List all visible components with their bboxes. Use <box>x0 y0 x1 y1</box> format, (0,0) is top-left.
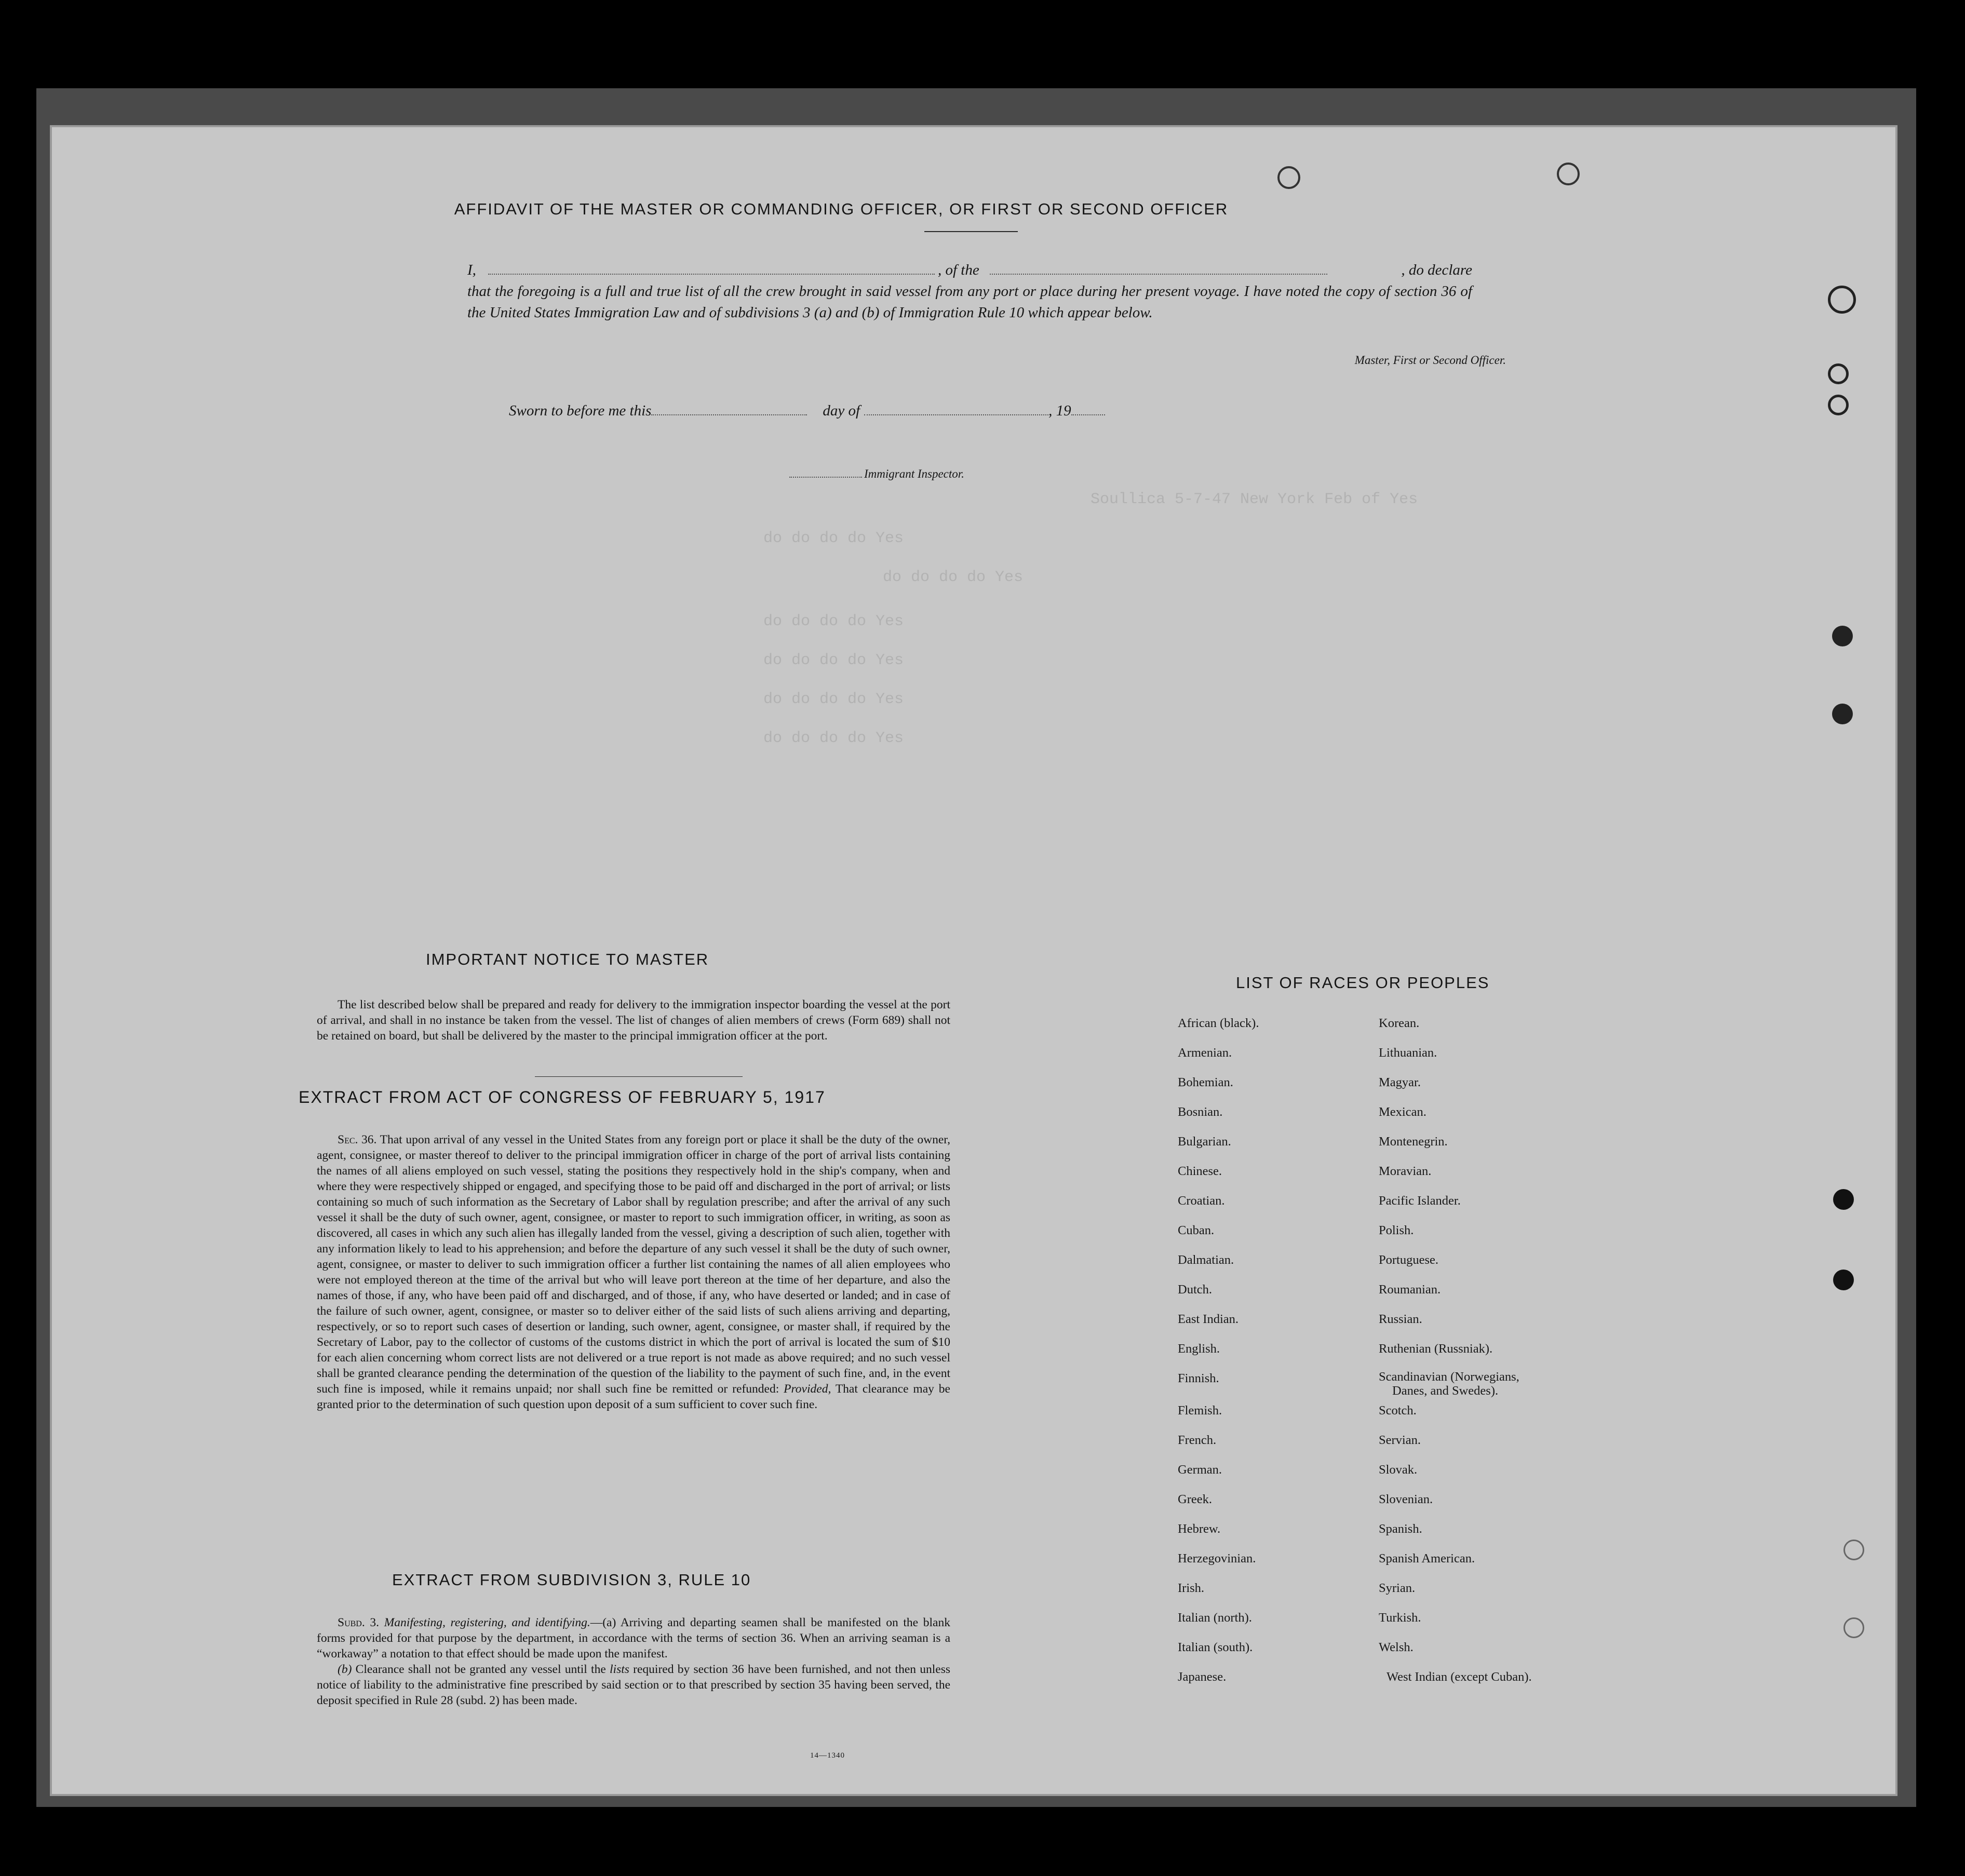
race-item: East Indian. <box>1178 1312 1239 1326</box>
inspector-caption: Immigrant Inspector. <box>864 467 964 480</box>
race-item: Korean. <box>1379 1016 1420 1030</box>
rule-extract-title: EXTRACT FROM SUBDIVISION 3, RULE 10 <box>392 1571 751 1589</box>
of-the-label: , of the <box>938 262 979 278</box>
race-item: Scotch. <box>1379 1403 1417 1418</box>
race-item: Spanish. <box>1379 1522 1422 1536</box>
proviso-text: That clearance may be granted prior to the determination of such question upon deposit of a sum sufficient to cover such fine. <box>317 1382 950 1411</box>
punch-hole-icon <box>1843 1617 1864 1638</box>
race-item: Magyar. <box>1379 1075 1421 1089</box>
notice-body <box>317 997 950 1044</box>
bleed-through-line: do do do do Yes <box>763 530 904 547</box>
punch-hole-icon <box>1828 395 1849 415</box>
year-label: , 19 <box>1048 402 1071 419</box>
race-item: Italian (south). <box>1178 1640 1253 1654</box>
race-item: Armenian. <box>1178 1046 1232 1060</box>
sworn-label: Sworn to before me this <box>509 402 652 419</box>
punch-hole-icon <box>1832 704 1853 724</box>
signature-caption: Master, First or Second Officer. <box>1354 354 1506 367</box>
act-extract-title: EXTRACT FROM ACT OF CONGRESS OF FEBRUARY 5, 1917 <box>299 1088 826 1106</box>
race-item: Moravian. <box>1379 1164 1432 1178</box>
bleed-through-line: do do do do Yes <box>763 652 904 669</box>
race-item: Pacific Islander. <box>1379 1194 1461 1208</box>
vessel-name-field[interactable] <box>990 274 1327 275</box>
section-divider <box>535 1076 743 1077</box>
notice-title: IMPORTANT NOTICE TO MASTER <box>426 950 709 968</box>
paragraph-a <box>317 1615 950 1662</box>
race-item: Croatian. <box>1178 1194 1225 1208</box>
proviso-label: Provided, <box>784 1382 831 1396</box>
race-item: Greek. <box>1178 1492 1212 1506</box>
race-item: Russian. <box>1379 1312 1422 1326</box>
race-item: Bohemian. <box>1178 1075 1233 1089</box>
punch-hole-icon <box>1277 166 1300 189</box>
race-item: Welsh. <box>1379 1640 1414 1654</box>
notice-paragraph: The list described below shall be prepared and ready for delivery to the immigration inspector boarding the vessel at the port of arrival, and shall in no instance be taken from the vessel. The list of changes of alien members of crews (Form 689) shall not be retained on board, but shall be delivered by the master to the principal immigration officer at the port. <box>317 998 950 1043</box>
paragraph-b <box>317 1662 950 1708</box>
day-of-label: day of <box>823 402 860 419</box>
race-item: African (black). <box>1178 1016 1259 1030</box>
punch-hole-icon <box>1828 286 1856 314</box>
i-label: I, <box>467 262 476 278</box>
race-item: Bosnian. <box>1178 1105 1223 1119</box>
races-title: LIST OF RACES OR PEOPLES <box>1236 974 1490 992</box>
subd-label: Subd. 3. <box>338 1616 380 1629</box>
punch-hole-icon <box>1843 1540 1864 1560</box>
bleed-through-line: do do do do Yes <box>763 730 904 747</box>
sworn-month-field[interactable] <box>864 414 1048 415</box>
para-b-lists: lists <box>610 1663 629 1676</box>
race-item: Montenegrin. <box>1379 1135 1448 1149</box>
act-extract-body <box>317 1132 950 1412</box>
race-item: Dalmatian. <box>1178 1253 1234 1267</box>
race-item: Italian (north). <box>1178 1611 1252 1625</box>
race-item: Dutch. <box>1178 1283 1212 1297</box>
race-item: West Indian (except Cuban). <box>1387 1670 1532 1684</box>
race-item: Syrian. <box>1379 1581 1416 1595</box>
para-a-prefix: —(a) <box>590 1616 616 1629</box>
race-item: Slovenian. <box>1379 1492 1433 1506</box>
race-item: Portuguese. <box>1379 1253 1438 1267</box>
para-b-text-2: required by section 36 have been furnished, and not then unless notice of liability to the administrative fine prescribed by said section or to that prescribed by section 35 having been served, the deposit specified in Rule 28 (subd. 2) has been made. <box>317 1663 951 1707</box>
sworn-day-field[interactable] <box>651 414 807 415</box>
punch-hole-icon <box>1832 626 1853 646</box>
race-item: Herzegovinian. <box>1178 1551 1256 1565</box>
race-item: Spanish American. <box>1379 1551 1475 1565</box>
affidavit-declaration <box>467 260 1472 323</box>
declaration-body: that the foregoing is a full and true list of all the crew brought in said vessel from any port or place during her present voyage. I have noted the copy of section 36 of the United States Immigration Law and of subdivisions 3 (a) and (b) of Immigration Rule 10 which appear below. <box>467 283 1472 321</box>
affidavit-title: AFFIDAVIT OF THE MASTER OR COMMANDING OFFICER, OR FIRST OR SECOND OFFICER <box>454 200 1229 218</box>
punch-hole-icon <box>1828 363 1849 384</box>
race-item: Bulgarian. <box>1178 1135 1231 1149</box>
para-b-text-1: Clearance shall not be granted any vessel until the <box>355 1663 606 1676</box>
bleed-through-line: do do do do Yes <box>883 569 1024 586</box>
bleed-through-line: do do do do Yes <box>763 613 904 630</box>
race-item: Roumanian. <box>1379 1283 1441 1297</box>
inspector-line <box>789 467 964 481</box>
race-item: Servian. <box>1379 1433 1421 1447</box>
race-item: Scandinavian (Norwegians, <box>1379 1370 1519 1384</box>
race-item: Cuban. <box>1178 1223 1215 1237</box>
bleed-through-line: Soullica 5-7-47 New York Feb of Yes <box>1091 491 1418 508</box>
section-36-paragraph <box>317 1132 950 1412</box>
sworn-line <box>509 402 1105 420</box>
section-label: Sec. 36. <box>338 1133 377 1146</box>
race-item: Hebrew. <box>1178 1522 1221 1536</box>
rule-extract-body <box>317 1615 950 1708</box>
para-a-text: Arriving and departing seamen shall be manifested on the blank forms provided for that purpose by the department, in accordance with the terms of section 36. When an arriving seaman is a “workaway” a notation to that effect should be made upon the manifest. <box>317 1616 950 1661</box>
race-item: German. <box>1178 1463 1222 1477</box>
race-item: Ruthenian (Russniak). <box>1379 1342 1493 1356</box>
race-item: Slovak. <box>1379 1463 1418 1477</box>
race-item: Finnish. <box>1178 1371 1219 1385</box>
punch-hole-icon <box>1833 1189 1854 1210</box>
punch-hole-icon <box>1833 1270 1854 1290</box>
race-item: Lithuanian. <box>1379 1046 1437 1060</box>
race-item: Irish. <box>1178 1581 1205 1595</box>
bleed-through-line: do do do do Yes <box>763 691 904 708</box>
para-b-label: (b) <box>338 1663 352 1676</box>
race-item: Chinese. <box>1178 1164 1222 1178</box>
race-item: Turkish. <box>1379 1611 1421 1625</box>
subd-heading: Manifesting, registering, and identifying. <box>384 1616 590 1629</box>
sworn-year-field[interactable] <box>1071 414 1105 415</box>
manifest-page <box>52 127 1895 1794</box>
section-36-text: That upon arrival of any vessel in the United States from any foreign port or place it shall be the duty of the owner, agent, consignee, or master thereof to deliver to the principal immigration officer in charge of the port of arrival lists containing the names of all aliens employed on such vessel, stating the positions they respectively hold in the ship's company, when and where they were respectively shipped or engaged, and specifying those to be paid off and discharged in the port of arrival; or lists containing so much of such information as the Secretary of Labor shall by regulation prescribe; and after the arrival of any such vessel it shall be the duty of such owner, agent, consignee, or master to report to such immigration officer, in writing, as soon as discovered, all cases in which any such alien has illegally landed from the vessel, giving a description of such alien, together with any information likely to lead to his apprehension; and before the departure of any such vessel it shall be the duty of such owner, agent, consignee, or master to deliver to such immigration officer a further list containing the names of all alien employees who were not employed thereon at the time of the arrival but who will leave port thereon at the time of her departure, and also the names of those, if any, who have been paid off and discharged, and of those, if any, who have deserted or landed; and in case of the failure of such owner, agent, consignee, or master so to deliver either of the said lists of such aliens arriving and departing, respectively, or so to report such cases of desertion or landing, such owner, agent, consignee, or master shall, if required by the Secretary of Labor, pay to the collector of customs of the customs district in which the port of arrival is located the sum of $10 for each alien concerning whom correct lists are not delivered or a true report is not made as above required; and no such vessel shall be granted clearance pending the determination of the question of the liability to the payment of such fine, and, in the event such fine is imposed, while it remains unpaid; nor shall such fine be remitted or refunded: <box>317 1133 951 1396</box>
race-item: Japanese. <box>1178 1670 1227 1684</box>
officer-name-field[interactable] <box>488 274 935 275</box>
race-item: English. <box>1178 1342 1220 1356</box>
title-divider <box>924 231 1018 232</box>
race-item: Mexican. <box>1379 1105 1426 1119</box>
race-item: Polish. <box>1379 1223 1414 1237</box>
race-item: Flemish. <box>1178 1403 1222 1418</box>
form-number: 14—1340 <box>810 1751 845 1760</box>
inspector-signature-field[interactable] <box>789 477 862 478</box>
race-item-continuation: Danes, and Swedes). <box>1392 1384 1499 1398</box>
declare-label: , do declare <box>1401 262 1472 278</box>
declaration-first-line <box>467 260 1472 281</box>
punch-hole-icon <box>1557 163 1580 185</box>
race-item: French. <box>1178 1433 1217 1447</box>
